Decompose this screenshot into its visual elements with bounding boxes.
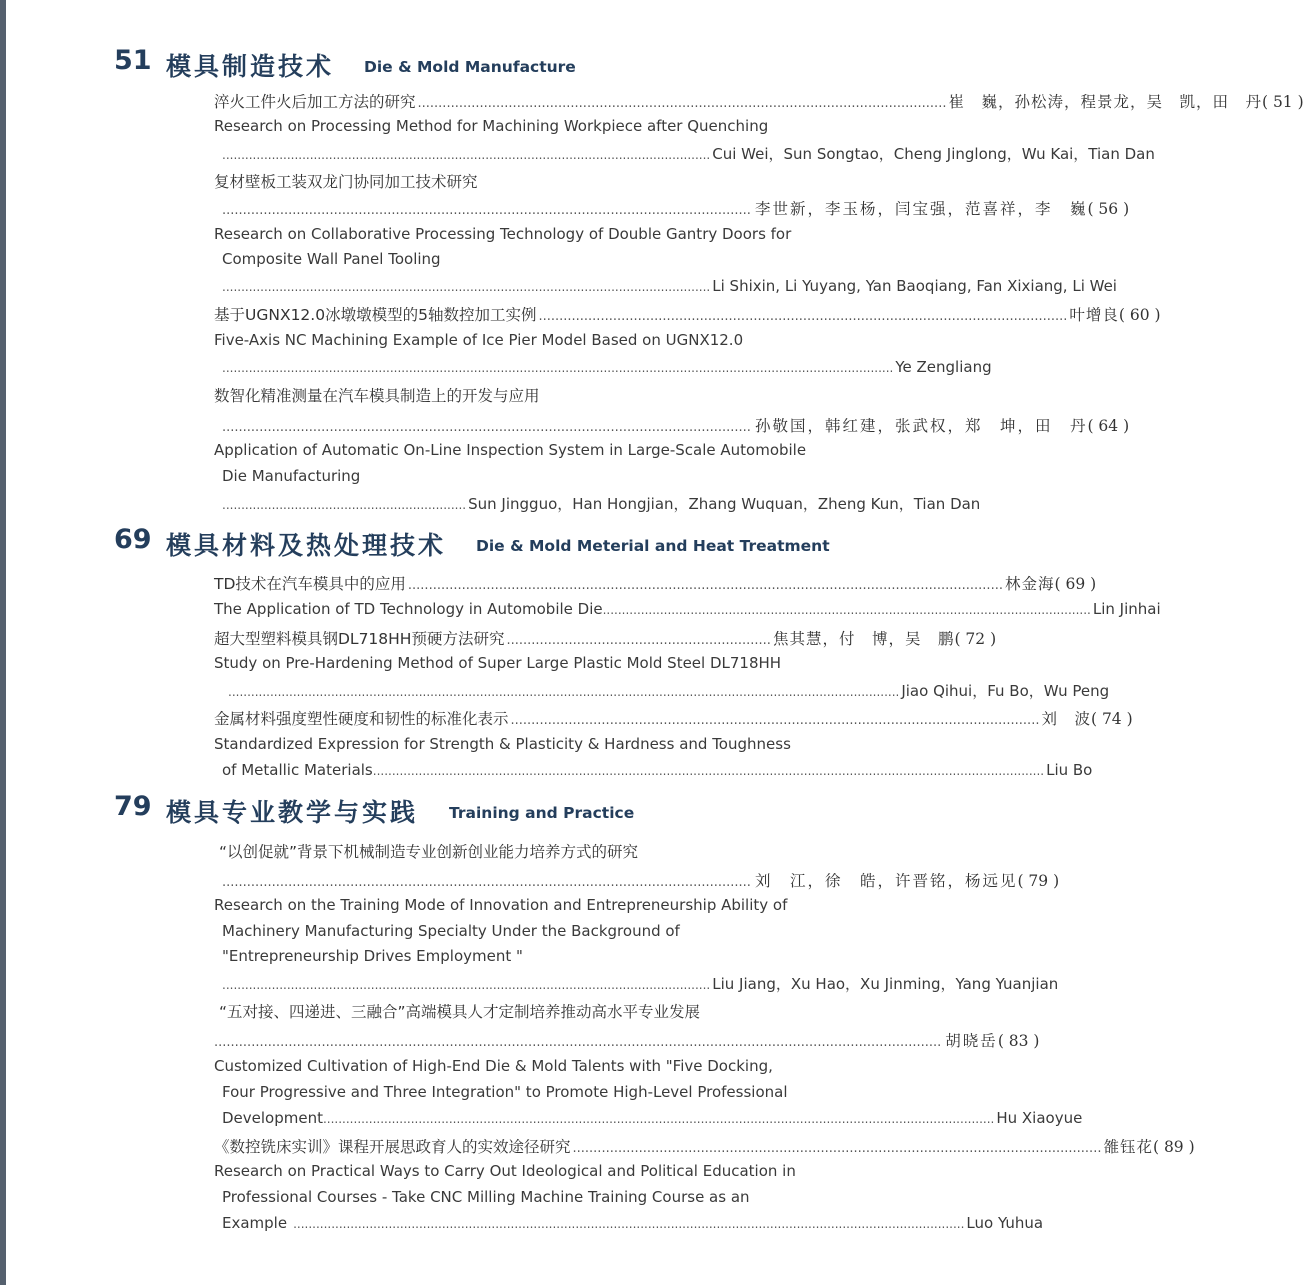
article-page: ( 69 ) [1054,575,1097,593]
leader-dots: ................................................................................................................................................................................ [372,764,1045,778]
article-page: ( 72 ) [954,630,997,648]
article-authors-en-line [222,358,992,376]
article-authors-en: Luo Yuhua [966,1214,1044,1232]
article-authors-en: Hu Xiaoyue [996,1109,1083,1127]
section-title-cn: 模具制造技术 [166,52,335,81]
article-title-cn[interactable]: 复材壁板工装双龙门协同加工技术研究 [214,173,478,191]
article-title-cn-text: 金属材料强度塑性硬度和韧性的标准化表示 [214,710,509,728]
leader-dots: ................................................................................................................................................ [407,578,1003,593]
article-title-cn[interactable] [214,90,1304,112]
leader-dots: ................................................................................................................................ [572,1141,1102,1156]
article-title-en-line [222,1109,1083,1127]
article-authors-en-line [222,973,1059,994]
article-title-cn[interactable]: “以创促就”背景下机械制造专业创新创业能力培养方式的研究 [219,843,639,861]
leader-dots: ................................................................................................................................................................................ [214,1035,942,1050]
article-authors-cn: 孙敬国，韩红建，张武权，郑 坤，田 丹 [754,417,1088,435]
article-title-en-line [214,600,1161,618]
leader-dots: ................................................................................................................................................................................ [228,685,900,699]
leader-dots: ................................................................................................................................ [417,96,947,111]
article-authors-en: Ye Zengliang [895,358,992,376]
article-authors-en: Lin Jinhai [1092,600,1161,618]
article-title-cn[interactable] [214,1135,1195,1157]
article-authors-cn: 焦其慧，付 博，吴 鹏 [772,630,955,648]
leader-dots: ................................................................ [506,633,771,648]
article-title-en-cont: of Metallic Materials [222,761,373,779]
article-page: ( 79 ) [1017,872,1060,890]
article-authors-cn: 李世新，李玉杨，闫宝强，范喜祥，李 巍 [754,200,1088,218]
article-title-en-cont: Professional Courses - Take CNC Milling Machine Training Course as an [222,1188,750,1206]
leader-dots: ................................................................................................................................................................................ [322,1112,995,1126]
article-title-en: Application of Automatic On-Line Inspection System in Large-Scale Automobile [214,441,807,459]
article-authors-en-line [222,143,1155,164]
article-authors-en: Jiao Qihui，Fu Bo，Wu Peng [901,682,1110,700]
article-authors-cn-line [222,197,1130,219]
section-number: 69 [114,524,152,555]
section-number: 51 [114,45,152,76]
leader-dots: ................................................................................................................................ [222,978,711,992]
article-title-en: Five-Axis NC Machining Example of Ice Pier Model Based on UGNX12.0 [214,331,744,349]
article-title-cn[interactable]: 数智化精准测量在汽车模具制造上的开发与应用 [214,387,540,405]
article-page: ( 64 ) [1087,417,1130,435]
article-title-cn-text: TD技术在汽车模具中的应用 [214,575,406,593]
section-title-cn: 模具材料及热处理技术 [166,531,447,560]
leader-dots: ................................................................................................................................ [538,309,1068,324]
article-title-cn[interactable] [214,707,1133,729]
section-title-cn: 模具专业教学与实践 [166,798,419,827]
article-page: ( 51 ) [1261,93,1304,111]
article-authors-en: Cui Wei，Sun Songtao，Cheng Jinglong，Wu Kai，Tian Dan [712,145,1155,163]
section-title-en: Die & Mold Meterial and Heat Treatment [476,537,830,555]
article-authors-cn: 林金海 [1004,575,1055,593]
section-title-en: Training and Practice [449,804,635,822]
article-title-en-line [222,1214,1044,1232]
leader-dots: ................................................................................................................................................................................ [222,361,894,375]
article-title-en-cont: "Entrepreneurship Drives Employment " [222,947,523,965]
article-title-en: Customized Cultivation of High-End Die & Mold Talents with "Five Docking, [214,1057,773,1075]
article-title-en: Research on the Training Mode of Innovation and Entrepreneurship Ability of [214,896,788,914]
article-page: ( 74 ) [1090,710,1133,728]
page-edge-bar [0,0,6,1285]
article-authors-en: Li Shixin, Li Yuyang, Yan Baoqiang, Fan Xixiang, Li Wei [712,277,1117,295]
article-page: ( 56 ) [1087,200,1130,218]
article-title-en: Research on Practical Ways to Carry Out Ideological and Political Education in [214,1162,796,1180]
article-title-cn-text: 超大型塑料模具钢DL718HH预硬方法研究 [214,630,505,648]
article-title-cn-text: 基于UGNX12.0冰墩墩模型的5轴数控加工实例 [214,306,537,324]
article-title-en-cont: Machinery Manufacturing Specialty Under the Background of [222,922,680,940]
article-title-en-cont: Example [222,1214,288,1232]
article-title-cn[interactable] [214,627,997,649]
article-title-cn[interactable]: “五对接、四递进、三融合”高端模具人才定制培养推动高水平专业发展 [219,1003,701,1021]
article-authors-cn: 刘 波 [1041,710,1091,728]
article-title-cn-text: 《数控铣床实训》课程开展思政育人的实效途径研究 [214,1138,571,1156]
article-authors-cn: 胡晓岳 [945,1032,998,1050]
article-title-en-line [222,761,1093,779]
article-page: ( 60 ) [1118,306,1161,324]
article-page: ( 83 ) [997,1032,1040,1050]
article-authors-cn-line [214,1029,1040,1051]
article-authors-cn-line [222,414,1130,436]
article-title-en-cont: Composite Wall Panel Tooling [222,250,441,268]
article-authors-en: Liu Bo [1046,761,1093,779]
article-authors-en: Sun Jingguo，Han Hongjian，Zhang Wuquan，Zheng Kun，Tian Dan [468,495,981,513]
article-title-en: Research on Collaborative Processing Technology of Double Gantry Doors for [214,225,792,243]
section-title-en: Die & Mold Manufacture [364,58,576,76]
leader-dots: ................................................................................................................................ [222,420,751,435]
article-title-en-cont: Die Manufacturing [222,467,361,485]
article-title-cn-text: 淬火工件火后加工方法的研究 [214,93,416,111]
article-title-en: Standardized Expression for Strength & Plasticity & Hardness and Toughness [214,735,791,753]
article-title-en: Study on Pre-Hardening Method of Super Large Plastic Mold Steel DL718HH [214,654,782,672]
article-title-en-cont: Development [222,1109,323,1127]
article-authors-en-line [222,277,1117,295]
leader-dots: ................................................................................................................................ [602,603,1091,617]
article-authors-en-line [222,493,981,514]
section-number: 79 [114,791,152,822]
article-title-cn[interactable] [214,303,1161,325]
leader-dots: ................................................................................................................................ [510,713,1040,728]
article-authors-cn: 崔 巍，孙松涛，程景龙，吴 凯，田 丹 [948,93,1262,111]
leader-dots: ................................................................................................................................................................................ [293,1217,965,1231]
article-authors-en-line [228,680,1110,701]
article-authors-cn: 刘 江，徐 皓，许晋铭，杨远见 [754,872,1018,890]
article-authors-cn: 叶增良 [1069,306,1119,324]
article-authors-cn: 雒钰花 [1103,1138,1153,1156]
leader-dots: ................................................................................................................................ [222,280,711,294]
leader-dots: ................................................................................................................................ [222,875,751,890]
article-authors-en: Liu Jiang，Xu Hao，Xu Jinming，Yang Yuanjian [712,975,1059,993]
article-authors-cn-line [222,869,1060,891]
article-title-en: Research on Processing Method for Machining Workpiece after Quenching [214,117,769,135]
article-title-cn[interactable] [214,572,1097,594]
leader-dots: ................................................................................................................................ [222,148,711,162]
leader-dots: ................................................................................................................................ [222,203,751,218]
leader-dots: ................................................................ [222,498,467,512]
article-page: ( 89 ) [1152,1138,1195,1156]
article-title-en-cont: Four Progressive and Three Integration" to Promote High-Level Professional [222,1083,788,1101]
article-title-en: The Application of TD Technology in Automobile Die [214,600,603,618]
